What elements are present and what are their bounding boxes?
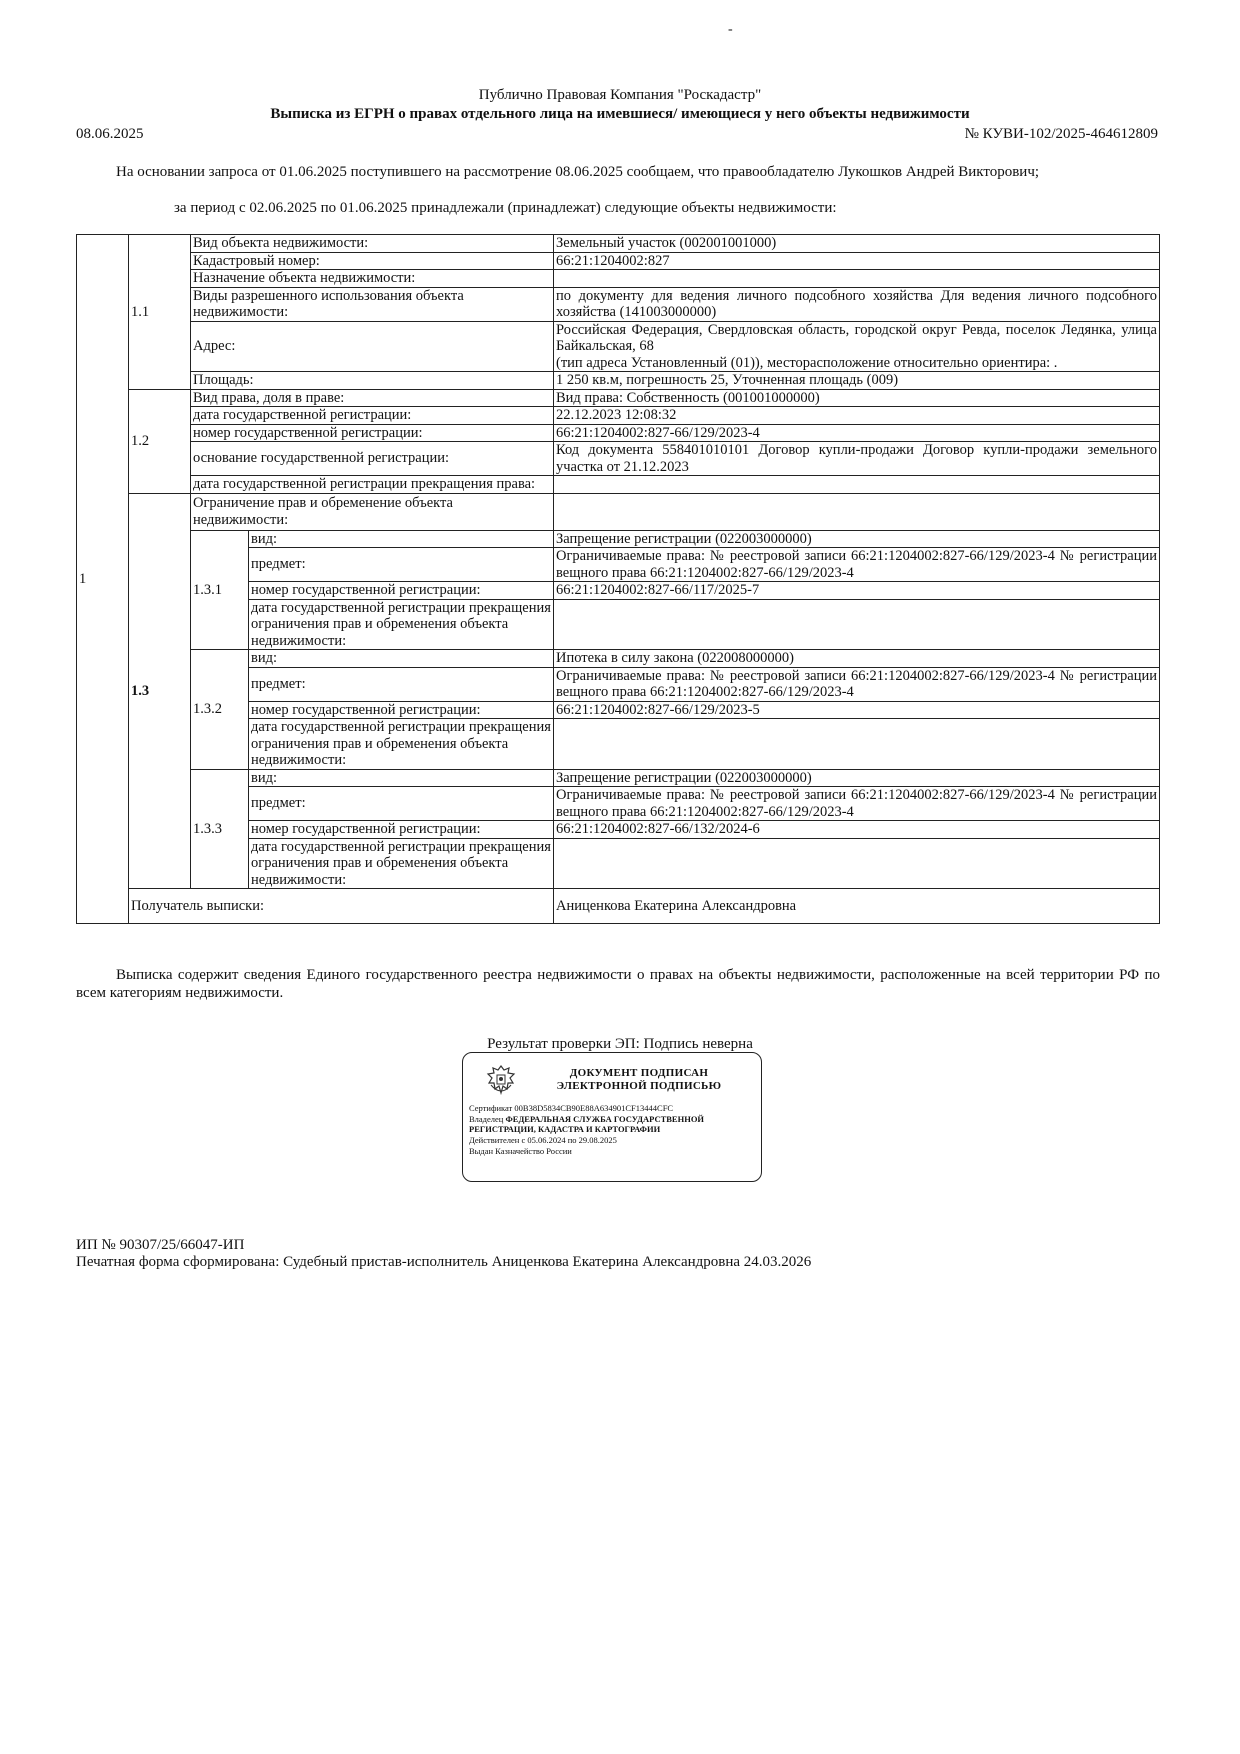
e1-subject-value: Ограничиваемые права: № реестровой записи 66:21:1204002:827-66/129/2023-4 № регистрации вещного права 66:21:1204002:827-66/129/2023-4 — [554, 548, 1160, 582]
table-row — [77, 235, 1160, 253]
e2-end-value — [554, 719, 1160, 770]
reg-date-value: 22.12.2023 12:08:32 — [554, 407, 1160, 425]
e1-kind-value: Запрещение регистрации (022003000000) — [554, 530, 1160, 548]
intro-period: за период с 02.06.2025 по 01.06.2025 принадлежали (принадлежат) следующие объекты недвижимости: — [174, 200, 837, 216]
table-row — [77, 407, 1160, 425]
document-number: № КУВИ-102/2025-464612809 — [964, 126, 1158, 142]
e2-kind-label: вид: — [249, 650, 554, 668]
address-line: Российская Федерация, Свердловская область, городской округ Ревда, поселок Ледянка, улица Байкальская, 68 — [556, 321, 1157, 354]
e2-number-value: 66:21:1204002:827-66/129/2023-5 — [554, 701, 1160, 719]
signature-check-result: Результат проверки ЭП: Подпись неверна — [487, 1036, 753, 1052]
stray-mark: - — [728, 22, 733, 37]
e3-kind-label: вид: — [249, 769, 554, 787]
company-name: Публично Правовая Компания "Роскадастр" — [478, 87, 762, 103]
signature-valid: Действителен с 05.06.2024 по 29.08.2025 — [469, 1135, 617, 1145]
table-row — [77, 321, 1160, 372]
reg-date-label: дата государственной регистрации: — [191, 407, 554, 425]
table-row — [77, 530, 1160, 548]
table-row — [77, 424, 1160, 442]
area-value: 1 250 кв.м, погрешность 25, Уточненная площадь (009) — [554, 372, 1160, 390]
right-type-label: Вид права, доля в праве: — [191, 389, 554, 407]
e2-number-label: номер государственной регистрации: — [249, 701, 554, 719]
purpose-label: Назначение объекта недвижимости: — [191, 270, 554, 288]
e1-number-label: номер государственной регистрации: — [249, 582, 554, 600]
permitted-use-value: по документу для ведения личного подсобного хозяйства Для ведения личного подсобного хозяйства (141003000000) — [554, 287, 1160, 321]
signature-owner-name: ФЕДЕРАЛЬНАЯ СЛУЖБА ГОСУДАРСТВЕННОЙ — [505, 1114, 705, 1124]
table-row — [77, 389, 1160, 407]
reg-end-label: дата государственной регистрации прекращения права: — [191, 476, 554, 494]
coat-of-arms-icon — [483, 1063, 519, 1099]
signature-owner-name-cont: РЕГИСТРАЦИИ, КАДАСТРА И КАРТОГРАФИИ — [469, 1124, 661, 1134]
e3-number-label: номер государственной регистрации: — [249, 821, 554, 839]
signature-title-line: ЭЛЕКТРОННОЙ ПОДПИСЬЮ — [556, 1080, 722, 1092]
table-row — [77, 252, 1160, 270]
reg-number-label: номер государственной регистрации: — [191, 424, 554, 442]
signature-issuer: Выдан Казначейство России — [469, 1146, 572, 1156]
cadastral-label: Кадастровый номер: — [191, 252, 554, 270]
object-type-value: Земельный участок (002001001000) — [554, 235, 1160, 253]
e1-end-label: дата государственной регистрации прекращения ограничения прав и обременения объекта недвижимости: — [249, 599, 554, 650]
row-number-1: 1 — [77, 235, 129, 924]
purpose-value — [554, 270, 1160, 288]
e3-end-value — [554, 838, 1160, 889]
printed-by: Печатная форма сформирована: Судебный пристав-исполнитель Аниценкова Екатерина Александровна 24.03.2026 — [76, 1254, 812, 1270]
section-1-1: 1.1 — [129, 235, 191, 390]
object-type-label: Вид объекта недвижимости: — [191, 235, 554, 253]
signature-owner — [469, 1114, 704, 1124]
address-label: Адрес: — [191, 321, 554, 372]
e1-end-value — [554, 599, 1160, 650]
signature-stamp — [462, 1052, 762, 1182]
recipient-value: Аниценкова Екатерина Александровна — [554, 889, 1160, 924]
signature-certificate: Сертификат 00B38D5834CB90E88A634901CF13444CFC — [469, 1103, 674, 1113]
cadastral-value: 66:21:1204002:827 — [554, 252, 1160, 270]
e3-subject-value: Ограничиваемые права: № реестровой записи 66:21:1204002:827-66/129/2023-4 № регистрации вещного права 66:21:1204002:827-66/129/2023-4 — [554, 787, 1160, 821]
e1-number-value: 66:21:1204002:827-66/117/2025-7 — [554, 582, 1160, 600]
signature-title-line: ДОКУМЕНТ ПОДПИСАН — [569, 1067, 709, 1079]
e3-number-value: 66:21:1204002:827-66/132/2024-6 — [554, 821, 1160, 839]
address-type: (тип адреса Установленный (01)), месторасположение относительно ориентира: . — [556, 354, 1058, 371]
section-1-3-2: 1.3.2 — [191, 650, 249, 770]
table-row — [77, 650, 1160, 668]
e2-end-label: дата государственной регистрации прекращения ограничения прав и обременения объекта недвижимости: — [249, 719, 554, 770]
document-title: Выписка из ЕГРН о правах отдельного лица на имевшиеся/ имеющиеся у него объекты недвижимости — [270, 106, 970, 122]
table-row — [77, 372, 1160, 390]
e2-subject-value: Ограничиваемые права: № реестровой записи 66:21:1204002:827-66/129/2023-4 № регистрации вещного права 66:21:1204002:827-66/129/2023-4 — [554, 667, 1160, 701]
table-row — [77, 493, 1160, 530]
signature-owner-prefix: Владелец — [469, 1114, 504, 1124]
section-1-3-3: 1.3.3 — [191, 769, 249, 889]
table-row — [77, 889, 1160, 924]
right-type-value: Вид права: Собственность (001001000000) — [554, 389, 1160, 407]
e3-end-label: дата государственной регистрации прекращения ограничения прав и обременения объекта недвижимости: — [249, 838, 554, 889]
reg-end-value — [554, 476, 1160, 494]
section-1-2: 1.2 — [129, 389, 191, 493]
ip-number: ИП № 90307/25/66047-ИП — [76, 1237, 245, 1253]
table-row — [77, 442, 1160, 476]
reg-basis-value: Код документа 558401010101 Договор купли-продажи Договор купли-продажи земельного участка от 21.12.2023 — [554, 442, 1160, 476]
area-label: Площадь: — [191, 372, 554, 390]
section-1-3-1: 1.3.1 — [191, 530, 249, 650]
address-value — [554, 321, 1160, 372]
restrictions-value — [554, 493, 1160, 530]
e1-kind-label: вид: — [249, 530, 554, 548]
permitted-use-label: Виды разрешенного использования объекта недвижимости: — [191, 287, 554, 321]
intro-paragraph: На основании запроса от 01.06.2025 поступившего на рассмотрение 08.06.2025 сообщаем, что правообладателю Лукошков Андрей Викторович; — [116, 164, 1040, 180]
e2-subject-label: предмет: — [249, 667, 554, 701]
signature-owner-cont — [469, 1124, 660, 1134]
document-date: 08.06.2025 — [76, 126, 144, 142]
table-row — [77, 476, 1160, 494]
section-1-3: 1.3 — [129, 493, 191, 889]
table-row — [77, 769, 1160, 787]
e1-subject-label: предмет: — [249, 548, 554, 582]
restrictions-label: Ограничение прав и обременение объекта недвижимости: — [191, 493, 554, 530]
e2-kind-value: Ипотека в силу закона (022008000000) — [554, 650, 1160, 668]
footer-note: Выписка содержит сведения Единого государственного реестра недвижимости о правах на объекты недвижимости, расположенные на всей территории РФ по всем категориям недвижимости. — [76, 967, 1160, 1001]
e3-kind-value: Запрещение регистрации (022003000000) — [554, 769, 1160, 787]
reg-basis-label: основание государственной регистрации: — [191, 442, 554, 476]
e3-subject-label: предмет: — [249, 787, 554, 821]
table-row — [77, 287, 1160, 321]
signature-title — [529, 1067, 749, 1093]
egrn-table — [76, 234, 1160, 924]
reg-number-value: 66:21:1204002:827-66/129/2023-4 — [554, 424, 1160, 442]
recipient-label: Получатель выписки: — [129, 889, 554, 924]
table-row — [77, 270, 1160, 288]
